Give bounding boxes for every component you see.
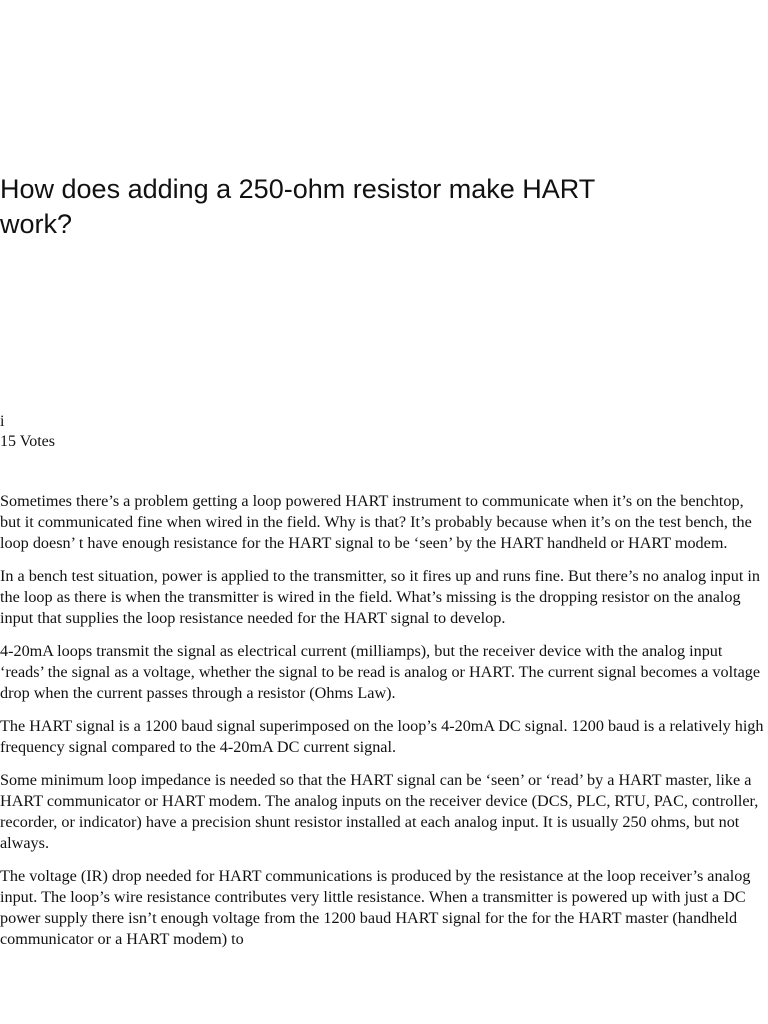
paragraph: The voltage (IR) drop needed for HART communications is produced by the resistance at the loop receiver’s analog input. The loop’s wire resistance contributes very little resistance. When a transmitter is powered up with just a DC power supply there isn’t enough voltage from the 1200 baud HART signal for the for the HART master (handheld communicator or a HART modem) to bbox=[0, 867, 751, 948]
paragraph: Some minimum loop impedance is needed so that the HART signal can be ‘seen’ or ‘read’ by a HART master, like a HART communicator or HART modem. The analog inputs on the receiver device (DCS, PLC, RTU, PAC, controller, recorder, or indicator) have a precision shunt resistor installed at each analog input. It is usually 250 ohms, but not always. bbox=[0, 771, 759, 852]
article-title: How does adding a 250-ohm resistor make HART work? bbox=[0, 174, 595, 239]
vote-count: 15 Votes bbox=[0, 433, 55, 450]
paragraph: 4-20mA loops transmit the signal as electrical current (milliamps), but the receiver device with the analog input ‘reads’ the signal as a voltage, whether the signal to be read is analog or HART. The current signal becomes a voltage drop when the current passes through a resistor (Ohms Law). bbox=[0, 642, 761, 702]
article-body bbox=[0, 491, 768, 962]
paragraph: Sometimes there’s a problem getting a loop powered HART instrument to communicate when it’s on the benchtop, but it communicated fine when wired in the field. Why is that? It’s probably because when it’s on the test bench, the loop doesn’ t have enough resistance for the HART signal to be ‘seen’ by the HART handheld or HART modem. bbox=[0, 492, 752, 552]
paragraph: The HART signal is a 1200 baud signal superimposed on the loop’s 4-20mA DC signal. 1200 baud is a relatively high frequency signal compared to the 4-20mA DC current signal. bbox=[0, 717, 764, 756]
paragraph: In a bench test situation, power is applied to the transmitter, so it fires up and runs fine. But there’s no analog input in the loop as there is when the transmitter is wired in the field. What’s missing is the dropping resistor on the analog input that supplies the loop resistance needed for the HART signal to develop. bbox=[0, 567, 761, 627]
rating-widget bbox=[0, 412, 55, 452]
rating-info-icon[interactable]: i bbox=[0, 413, 5, 430]
